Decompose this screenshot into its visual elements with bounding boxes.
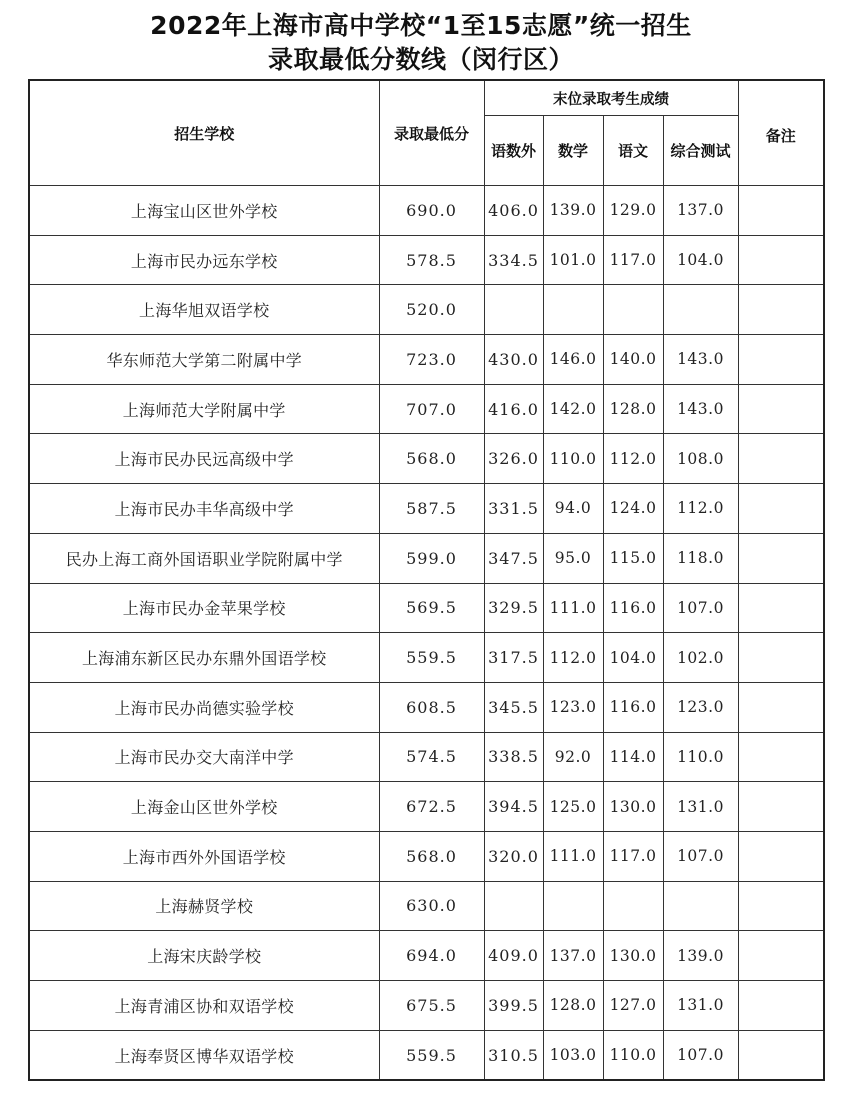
cell-comprehensive [663, 881, 738, 931]
table-row [29, 633, 824, 683]
cell-comprehensive: 143.0 [663, 335, 738, 385]
cell-chinese: 116.0 [603, 583, 663, 633]
cell-yushuwai: 347.5 [484, 533, 543, 583]
cell-comprehensive: 118.0 [663, 533, 738, 583]
cell-min-score: 630.0 [379, 881, 484, 931]
table-row [29, 434, 824, 484]
cell-math [543, 881, 603, 931]
cell-math: 128.0 [543, 981, 603, 1031]
table-body [29, 186, 824, 1081]
cell-remarks [738, 1030, 824, 1080]
cell-chinese: 140.0 [603, 335, 663, 385]
cell-min-score: 559.5 [379, 633, 484, 683]
cell-min-score: 694.0 [379, 931, 484, 981]
cell-school: 上海市西外外国语学校 [29, 831, 379, 881]
cell-remarks [738, 583, 824, 633]
cell-remarks [738, 782, 824, 832]
cell-school: 上海师范大学附属中学 [29, 384, 379, 434]
cell-min-score: 574.5 [379, 732, 484, 782]
cell-yushuwai: 317.5 [484, 633, 543, 683]
cell-remarks [738, 335, 824, 385]
cell-school: 上海华旭双语学校 [29, 285, 379, 335]
cell-comprehensive: 107.0 [663, 831, 738, 881]
table-row [29, 931, 824, 981]
header-comprehensive: 综合测试 [663, 116, 738, 186]
cell-yushuwai: 430.0 [484, 335, 543, 385]
cell-comprehensive: 123.0 [663, 682, 738, 732]
cell-comprehensive: 131.0 [663, 981, 738, 1031]
cell-remarks [738, 235, 824, 285]
cell-math: 137.0 [543, 931, 603, 981]
header-min-score: 录取最低分 [379, 80, 484, 186]
cell-school: 上海市民办民远高级中学 [29, 434, 379, 484]
table-row [29, 335, 824, 385]
admission-score-table [28, 79, 825, 1081]
cell-yushuwai [484, 285, 543, 335]
cell-math: 110.0 [543, 434, 603, 484]
cell-school: 上海市民办金苹果学校 [29, 583, 379, 633]
cell-comprehensive: 102.0 [663, 633, 738, 683]
cell-comprehensive: 107.0 [663, 583, 738, 633]
cell-chinese: 114.0 [603, 732, 663, 782]
cell-remarks [738, 533, 824, 583]
cell-chinese [603, 881, 663, 931]
header-remarks: 备注 [738, 80, 824, 186]
cell-yushuwai: 416.0 [484, 384, 543, 434]
cell-comprehensive: 139.0 [663, 931, 738, 981]
cell-yushuwai: 329.5 [484, 583, 543, 633]
cell-comprehensive: 143.0 [663, 384, 738, 434]
cell-remarks [738, 384, 824, 434]
table-row [29, 583, 824, 633]
cell-comprehensive: 110.0 [663, 732, 738, 782]
cell-yushuwai: 338.5 [484, 732, 543, 782]
table-row [29, 285, 824, 335]
cell-math: 139.0 [543, 186, 603, 236]
cell-chinese: 110.0 [603, 1030, 663, 1080]
cell-min-score: 568.0 [379, 434, 484, 484]
cell-math: 125.0 [543, 782, 603, 832]
cell-min-score: 675.5 [379, 981, 484, 1031]
cell-remarks [738, 881, 824, 931]
document-title: 2022年上海市高中学校“1至15志愿”统一招生 [150, 11, 692, 40]
cell-yushuwai: 331.5 [484, 484, 543, 534]
header-chinese: 语文 [603, 116, 663, 186]
cell-yushuwai: 334.5 [484, 235, 543, 285]
cell-remarks [738, 633, 824, 683]
cell-min-score: 559.5 [379, 1030, 484, 1080]
cell-min-score: 672.5 [379, 782, 484, 832]
header-yushuwai: 语数外 [484, 116, 543, 186]
cell-school: 华东师范大学第二附属中学 [29, 335, 379, 385]
table-row [29, 732, 824, 782]
cell-remarks [738, 831, 824, 881]
cell-remarks [738, 484, 824, 534]
cell-school: 上海宋庆龄学校 [29, 931, 379, 981]
table-row [29, 186, 824, 236]
cell-min-score: 568.0 [379, 831, 484, 881]
cell-remarks [738, 682, 824, 732]
cell-remarks [738, 981, 824, 1031]
cell-math: 103.0 [543, 1030, 603, 1080]
cell-min-score: 578.5 [379, 235, 484, 285]
cell-remarks [738, 186, 824, 236]
table-row [29, 384, 824, 434]
cell-school: 上海宝山区世外学校 [29, 186, 379, 236]
cell-comprehensive: 104.0 [663, 235, 738, 285]
cell-yushuwai: 345.5 [484, 682, 543, 732]
cell-chinese: 115.0 [603, 533, 663, 583]
cell-chinese: 104.0 [603, 633, 663, 683]
table-row [29, 484, 824, 534]
cell-math [543, 285, 603, 335]
cell-math: 111.0 [543, 831, 603, 881]
cell-chinese: 127.0 [603, 981, 663, 1031]
cell-yushuwai: 320.0 [484, 831, 543, 881]
cell-comprehensive: 112.0 [663, 484, 738, 534]
header-last-student-scores: 末位录取考生成绩 [484, 80, 738, 116]
cell-yushuwai: 310.5 [484, 1030, 543, 1080]
cell-min-score: 520.0 [379, 285, 484, 335]
table-row [29, 1030, 824, 1080]
cell-school: 上海奉贤区博华双语学校 [29, 1030, 379, 1080]
cell-math: 101.0 [543, 235, 603, 285]
cell-remarks [738, 931, 824, 981]
cell-yushuwai: 326.0 [484, 434, 543, 484]
cell-comprehensive: 107.0 [663, 1030, 738, 1080]
cell-math: 142.0 [543, 384, 603, 434]
cell-min-score: 608.5 [379, 682, 484, 732]
cell-min-score: 599.0 [379, 533, 484, 583]
cell-min-score: 707.0 [379, 384, 484, 434]
cell-school: 上海市民办远东学校 [29, 235, 379, 285]
cell-yushuwai: 399.5 [484, 981, 543, 1031]
cell-comprehensive: 108.0 [663, 434, 738, 484]
cell-remarks [738, 732, 824, 782]
cell-yushuwai: 406.0 [484, 186, 543, 236]
header-school: 招生学校 [29, 80, 379, 186]
cell-school: 上海金山区世外学校 [29, 782, 379, 832]
cell-chinese: 129.0 [603, 186, 663, 236]
cell-school: 上海赫贤学校 [29, 881, 379, 931]
cell-chinese: 117.0 [603, 831, 663, 881]
cell-comprehensive: 131.0 [663, 782, 738, 832]
cell-min-score: 690.0 [379, 186, 484, 236]
cell-chinese: 116.0 [603, 682, 663, 732]
cell-math: 146.0 [543, 335, 603, 385]
cell-chinese [603, 285, 663, 335]
cell-chinese: 128.0 [603, 384, 663, 434]
cell-yushuwai [484, 881, 543, 931]
document-subtitle: 录取最低分数线（闵行区） [267, 45, 574, 74]
cell-min-score: 569.5 [379, 583, 484, 633]
cell-yushuwai: 409.0 [484, 931, 543, 981]
table-row [29, 981, 824, 1031]
cell-chinese: 117.0 [603, 235, 663, 285]
cell-chinese: 112.0 [603, 434, 663, 484]
table-row [29, 782, 824, 832]
table-row [29, 682, 824, 732]
cell-school: 上海青浦区协和双语学校 [29, 981, 379, 1031]
cell-math: 94.0 [543, 484, 603, 534]
cell-remarks [738, 434, 824, 484]
table-row [29, 881, 824, 931]
cell-school: 上海浦东新区民办东鼎外国语学校 [29, 633, 379, 683]
cell-min-score: 587.5 [379, 484, 484, 534]
cell-school: 民办上海工商外国语职业学院附属中学 [29, 533, 379, 583]
cell-chinese: 130.0 [603, 782, 663, 832]
cell-chinese: 124.0 [603, 484, 663, 534]
cell-school: 上海市民办尚德实验学校 [29, 682, 379, 732]
cell-math: 92.0 [543, 732, 603, 782]
header-math: 数学 [543, 116, 603, 186]
cell-comprehensive: 137.0 [663, 186, 738, 236]
cell-math: 112.0 [543, 633, 603, 683]
cell-min-score: 723.0 [379, 335, 484, 385]
cell-yushuwai: 394.5 [484, 782, 543, 832]
table-row [29, 831, 824, 881]
cell-comprehensive [663, 285, 738, 335]
cell-math: 111.0 [543, 583, 603, 633]
table-row [29, 533, 824, 583]
cell-remarks [738, 285, 824, 335]
cell-math: 123.0 [543, 682, 603, 732]
cell-math: 95.0 [543, 533, 603, 583]
cell-chinese: 130.0 [603, 931, 663, 981]
cell-school: 上海市民办丰华高级中学 [29, 484, 379, 534]
cell-school: 上海市民办交大南洋中学 [29, 732, 379, 782]
table-row [29, 235, 824, 285]
